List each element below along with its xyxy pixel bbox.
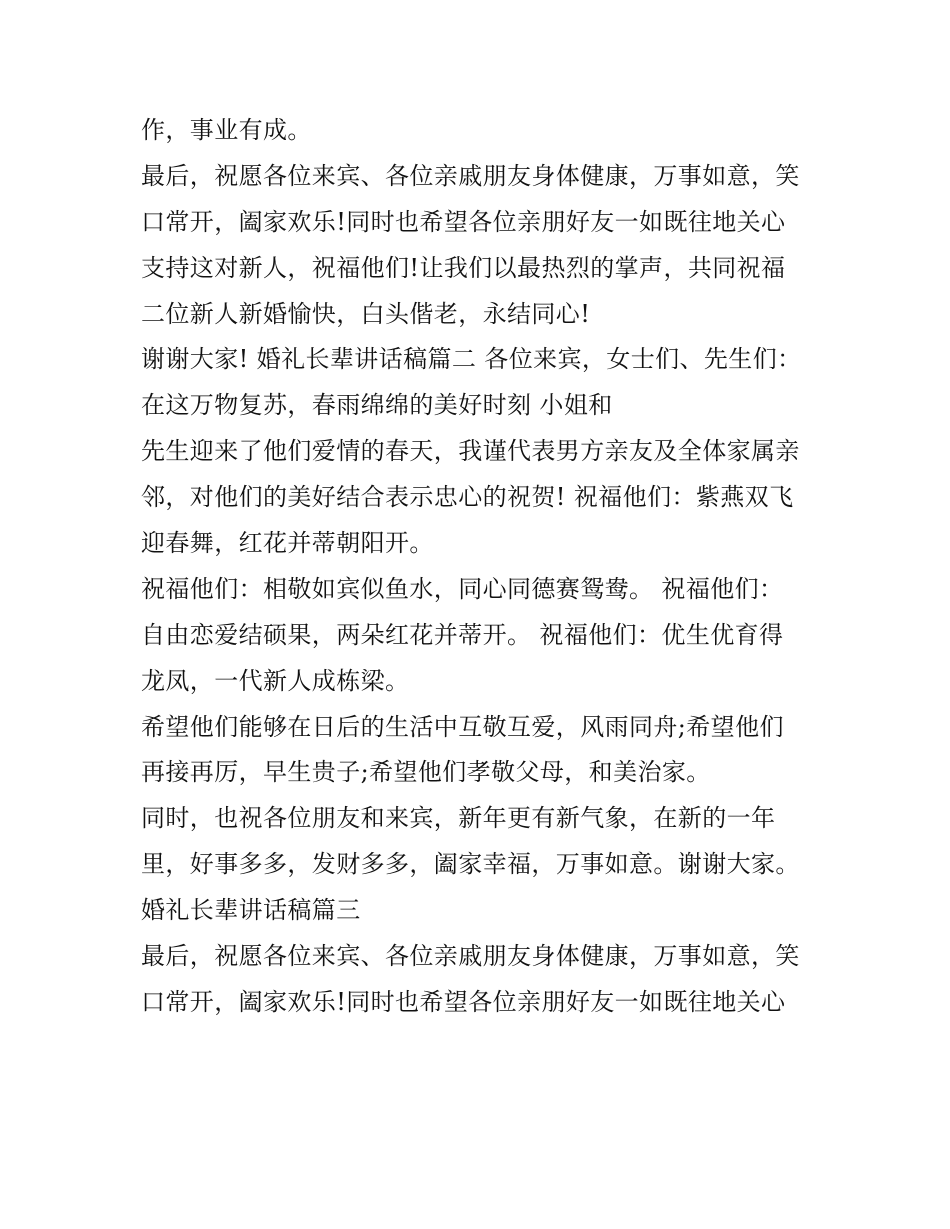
- text-line: 同时，也祝各位朋友和来宾，新年更有新气象，在新的一年: [141, 804, 776, 833]
- text-line: 在这万物复苏，春雨绵绵的美好时刻 小姐和: [141, 391, 613, 420]
- text-line: 自由恋爱结硕果，两朵红花并蒂开。 祝福他们：优生优育得: [141, 620, 784, 649]
- text-line: 口常开，阖家欢乐!同时也希望各位亲朋好友一如既往地关心: [141, 987, 786, 1016]
- text-line: 里，好事多多，发财多多，阖家幸福，万事如意。谢谢大家。: [141, 850, 800, 879]
- text-line: 最后，祝愿各位来宾、各位亲戚朋友身体健康，万事如意，笑: [141, 161, 800, 190]
- text-line: 祝福他们：相敬如宾似鱼水，同心同德赛鸳鸯。 祝福他们：: [141, 574, 784, 603]
- text-line: 希望他们能够在日后的生活中互敬互爱，风雨同舟;希望他们: [141, 712, 784, 741]
- text-line: 作，事业有成。: [141, 116, 312, 144]
- text-line: 最后，祝愿各位来宾、各位亲戚朋友身体健康，万事如意，笑: [141, 942, 800, 971]
- text-line: 二位新人新婚愉快，白头偕老，永结同心!: [141, 299, 591, 328]
- text-line: 邻，对他们的美好结合表示忠心的祝贺! 祝福他们：紫燕双飞: [141, 483, 794, 512]
- section-heading: 婚礼长辈讲话稿篇三: [141, 896, 361, 925]
- document-body: [141, 108, 831, 1026]
- text-line: 口常开，阖家欢乐!同时也希望各位亲朋好友一如既往地关心: [141, 207, 786, 236]
- text-line: 龙凤，一代新人成栋梁。: [141, 666, 410, 695]
- text-line: 再接再厉，早生贵子;希望他们孝敬父母，和美治家。: [141, 758, 711, 787]
- text-line: 支持这对新人，祝福他们!让我们以最热烈的掌声，共同祝福: [141, 253, 786, 282]
- text-line: 先生迎来了他们爱情的春天，我谨代表男方亲友及全体家属亲: [141, 437, 800, 466]
- text-line: 迎春舞，红花并蒂朝阳开。: [141, 529, 434, 558]
- text-line: 谢谢大家! 婚礼长辈讲话稿篇二 各位来宾，女士们、先生们：: [141, 345, 802, 374]
